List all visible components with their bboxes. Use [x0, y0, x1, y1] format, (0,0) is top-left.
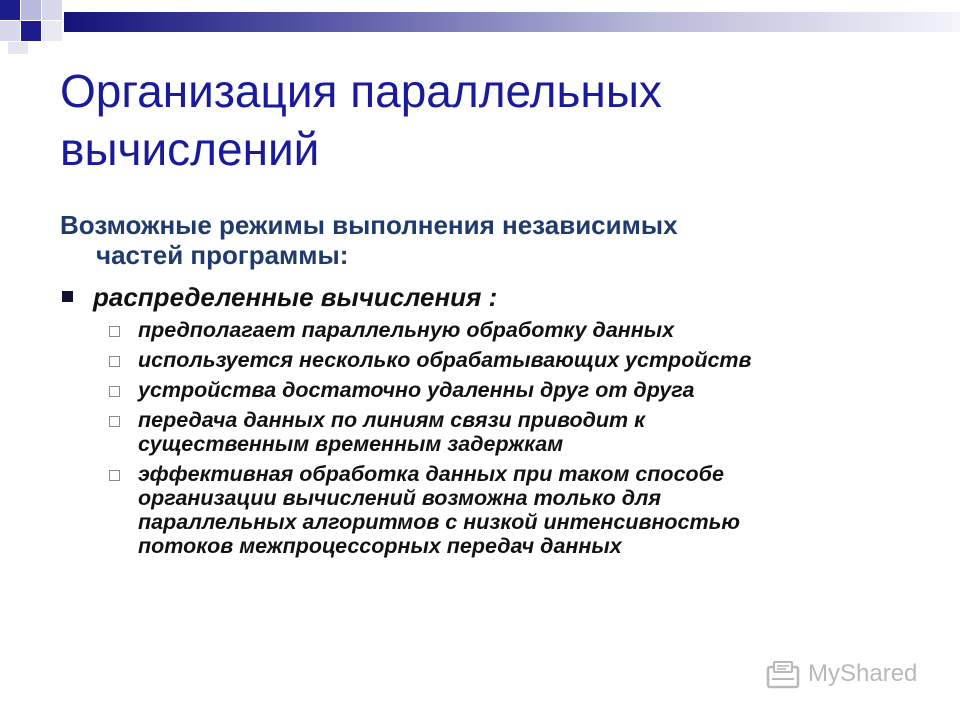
- mydocs-folder-icon: [766, 659, 800, 689]
- header-square-decoration: [8, 42, 28, 54]
- sub-bullet-text: предполагает параллельную обработку данных: [138, 318, 675, 342]
- sub-bullet-text: эффективная обработка данных при таком способе: [138, 462, 724, 486]
- subheading-line: Возможные режимы выполнения независимых: [60, 210, 678, 240]
- sub-bullet-text: потоков межпроцессорных передач данных: [138, 534, 622, 558]
- header-square-decoration: [42, 0, 62, 20]
- sub-bullet-item: [104, 378, 924, 402]
- hollow-square-bullet-icon: [109, 386, 120, 397]
- sub-bullet-item: [104, 318, 924, 342]
- slide-title-line: вычислений: [60, 123, 320, 175]
- sub-bullet-text: передача данных по линиям связи приводит к: [138, 408, 646, 432]
- filled-square-bullet-icon: [62, 291, 73, 302]
- main-bullet-text: распределенные вычисления :: [93, 282, 498, 312]
- header-square-decoration: [42, 21, 62, 41]
- sub-bullet-item: [104, 462, 924, 558]
- header-square-decoration: [0, 21, 20, 41]
- slide-title-line: Организация параллельных: [60, 65, 662, 117]
- header-square-decoration: [21, 21, 41, 41]
- slide-title: [60, 62, 900, 178]
- header-square-decoration: [21, 0, 41, 20]
- sub-bullet-text: устройства достаточно удаленны друг от друга: [138, 378, 695, 402]
- subheading: [60, 210, 880, 270]
- header-gradient-bar: [64, 12, 960, 32]
- hollow-square-bullet-icon: [109, 470, 120, 481]
- subheading-line: частей программы:: [96, 240, 349, 270]
- hollow-square-bullet-icon: [109, 326, 120, 337]
- header-square-decoration: [0, 0, 20, 20]
- sub-bullet-item: [104, 348, 924, 372]
- sub-bullet-text: используется несколько обрабатывающих устройств: [138, 348, 752, 372]
- hollow-square-bullet-icon: [109, 356, 120, 367]
- sub-bullet-list: [104, 318, 924, 564]
- watermark-text: MyShared: [808, 660, 918, 687]
- sub-bullet-text: параллельных алгоритмов с низкой интенсивностью: [138, 510, 740, 534]
- sub-bullet-item: [104, 408, 924, 456]
- watermark: [766, 656, 917, 692]
- sub-bullet-text: существенным временным задержкам: [138, 432, 564, 456]
- sub-bullet-text: организации вычислений возможна только для: [138, 486, 662, 510]
- hollow-square-bullet-icon: [109, 416, 120, 427]
- main-bullet-item: [62, 282, 902, 312]
